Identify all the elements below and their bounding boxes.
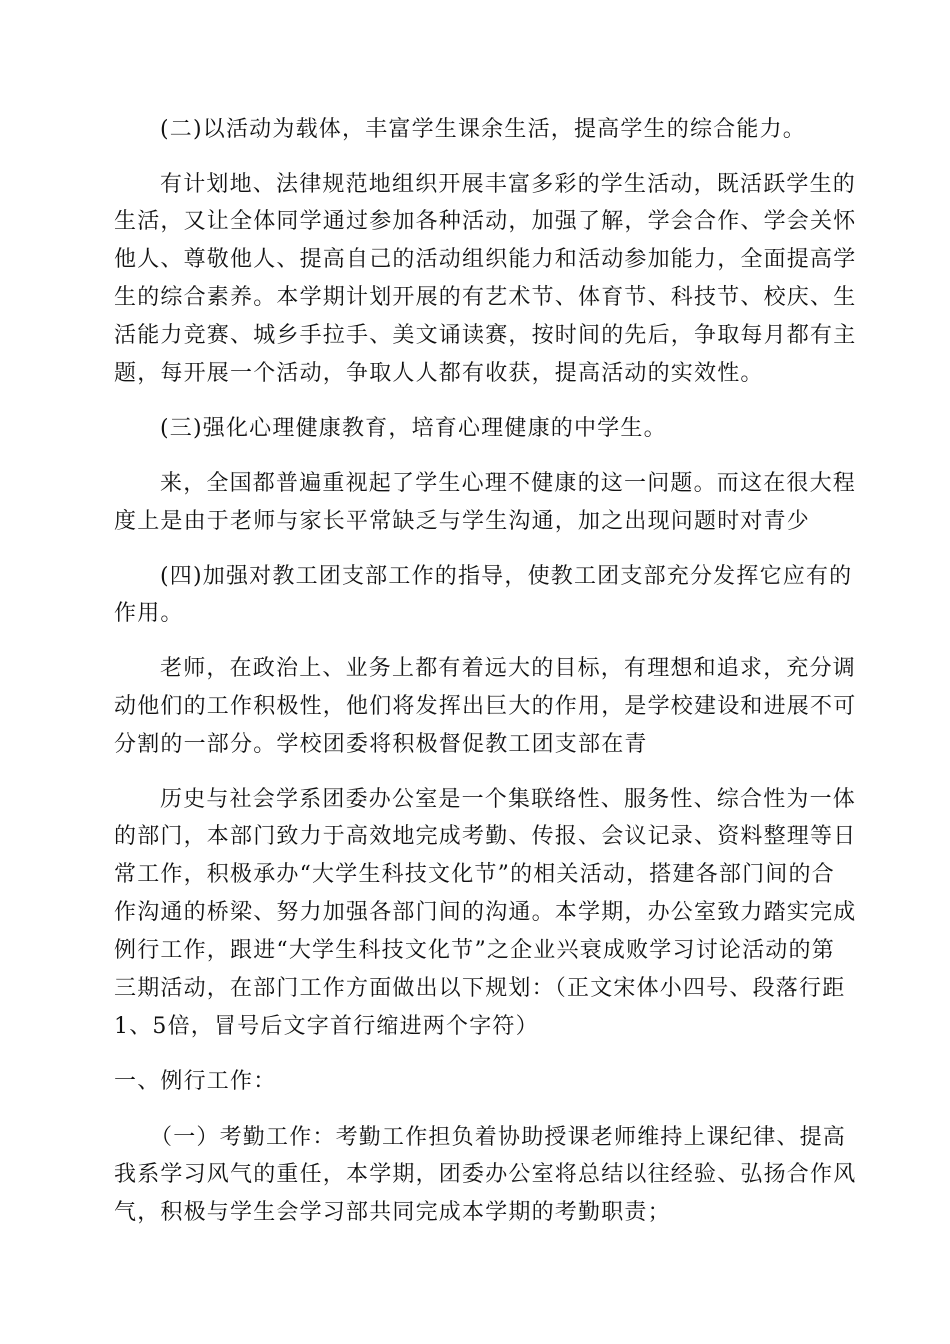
text-line: 作用。: [114, 601, 184, 626]
text-line: (二)以活动为载体，丰富学生课余生活，提高学生的综合能力。: [160, 117, 806, 142]
text-line: 三期活动，在部门工作方面做出以下规划：（正文宋体小四号、段落行距: [114, 976, 846, 1001]
text-line: 生活，又让全体同学通过参加各种活动，加强了解，学会合作、学会关怀: [114, 209, 857, 234]
text-line: 分割的一部分。学校团委将积极督促教工团支部在青: [114, 732, 648, 757]
text-line: （一）考勤工作：考勤工作担负着协助授课老师维持上课纪律、提高: [150, 1125, 847, 1150]
text-line: 一、例行工作：: [114, 1069, 277, 1094]
text-line: 我系学习风气的重任，本学期，团委办公室将总结以往经验、弘扬合作风: [114, 1162, 857, 1187]
text-line: (三)强化心理健康教育，培育心理健康的中学生。: [160, 416, 667, 441]
text-line: 活能力竞赛、城乡手拉手、美文诵读赛，按时间的先后，争取每月都有主: [114, 323, 857, 348]
text-line: 常工作，积极承办“大学生科技文化节”的相关活动，搭建各部门间的合: [114, 862, 835, 887]
text-line: 作沟通的桥梁、努力加强各部门间的沟通。本学期，办公室致力踏实完成: [114, 900, 857, 925]
text-line: (四)加强对教工团支部工作的指导，使教工团支部充分发挥它应有的: [160, 564, 853, 589]
document-body: [114, 0, 857, 1344]
text-line: 题，每开展一个活动，争取人人都有收获，提高活动的实效性。: [114, 361, 764, 386]
text-line: 1、5倍，冒号后文字首行缩进两个字符）: [114, 1014, 539, 1039]
text-line: 老师，在政治上、业务上都有着远大的目标，有理想和追求，充分调: [160, 656, 857, 681]
text-line: 有计划地、法律规范地组织开展丰富多彩的学生活动，既活跃学生的: [160, 172, 857, 197]
text-line: 他人、尊敬他人、提高自己的活动组织能力和活动参加能力，全面提高学: [114, 247, 857, 272]
text-line: 动他们的工作积极性，他们将发挥出巨大的作用，是学校建设和进展不可: [114, 694, 857, 719]
text-line: 度上是由于老师与家长平常缺乏与学生沟通，加之出现问题时对青少: [114, 509, 811, 534]
text-line: 的部门，本部门致力于高效地完成考勤、传报、会议记录、资料整理等日: [114, 824, 857, 849]
text-line: 气，积极与学生会学习部共同完成本学期的考勤职责；: [114, 1200, 671, 1225]
text-line: 历史与社会学系团委办公室是一个集联络性、服务性、综合性为一体: [160, 787, 857, 812]
text-line: 来，全国都普遍重视起了学生心理不健康的这一问题。而这在很大程: [160, 471, 857, 496]
text-line: 例行工作，跟进“大学生科技文化节”之企业兴衰成败学习讨论活动的第: [114, 938, 835, 963]
text-line: 生的综合素养。本学期计划开展的有艺术节、体育节、科技节、校庆、生: [114, 285, 857, 310]
